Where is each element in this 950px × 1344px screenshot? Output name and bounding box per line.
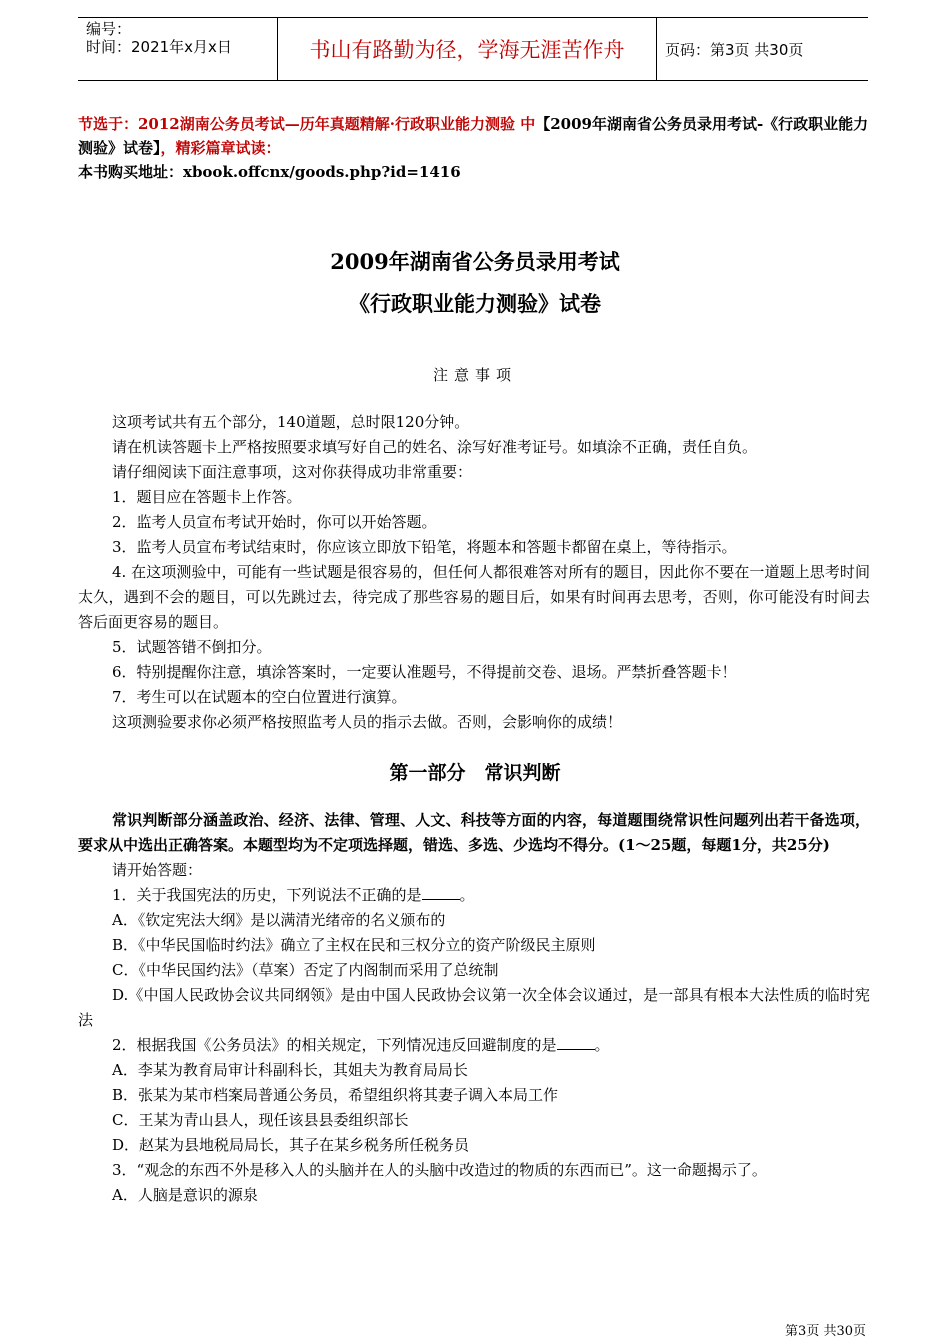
option: C．《中华民国约法》（草案）否定了内阁制而采用了总统制: [112, 961, 499, 979]
answer-blank: [557, 1035, 595, 1050]
header-page-info: 页码：第3页 共30页: [665, 40, 804, 59]
section-title: 第一部分 常识判断: [389, 762, 561, 784]
time-label: 时间：2021年x月x日: [86, 38, 232, 56]
answer-blank: [422, 885, 460, 900]
notice-heading: 注意事项: [432, 366, 517, 384]
notice-paragraph: 6．特别提醒你注意，填涂答案时，一定要认准题号，不得提前交卷、退场。严禁折叠答题卡！: [112, 663, 737, 681]
purchase-link[interactable]: 本书购买地址：xbook.offcnx/goods.php?id=1416: [78, 163, 461, 181]
option: B．《中华民国临时约法》确立了主权在民和三权分立的资产阶级民主原则: [112, 936, 596, 954]
option: A．人脑是意识的源泉: [112, 1186, 258, 1204]
notice-paragraph: 7．考生可以在试题本的空白位置进行演算。: [112, 688, 407, 706]
notice-paragraph: 请在机读答题卡上严格按照要求填写好自己的姓名、涂写好准考证号。如填涂不正确，责任自负。: [112, 438, 758, 456]
section-instructions: 常识判断部分涵盖政治、经济、法律、管理、人文、科技等方面的内容，每道题围绕常识性问题列出若干备选项，要求从中选出正确答案。本题型均为不定项选择题，错选、多选、少选均不得分。(1～25题，每题1分，共25分): [78, 811, 870, 854]
notice-paragraph: 1．题目应在答题卡上作答。: [112, 488, 302, 506]
notice-paragraph: 这项考试共有五个部分，140道题，总时限120分钟。: [112, 413, 470, 431]
start-prompt: 请开始答题：: [112, 861, 203, 879]
option: A．李某为教育局审计科副科长，其姐夫为教育局局长: [112, 1061, 468, 1079]
page-header: [78, 17, 868, 81]
number-label: 编号：: [86, 20, 132, 38]
option: A．《钦定宪法大纲》是以满清光绪帝的名义颁布的: [112, 911, 446, 929]
question-2: 2．根据我国《公务员法》的相关规定，下列情况违反回避制度的是 。: [112, 1036, 610, 1054]
notice-paragraph: 2．监考人员宣布考试开始时，你可以开始答题。: [112, 513, 437, 531]
excerpt-intro: [78, 112, 870, 184]
exam-title-line1: 2009年湖南省公务员录用考试: [330, 249, 620, 274]
notice-body: [78, 410, 870, 735]
section-body: [78, 808, 870, 1208]
header-meta: [78, 18, 278, 80]
notice-paragraph: 请仔细阅读下面注意事项，这对你获得成功非常重要：: [112, 463, 473, 481]
notice-paragraph: 5．试题答错不倒扣分。: [112, 638, 272, 656]
option: D.《中国人民政协会议共同纲领》是由中国人民政协会议第一次全体会议通过，是一部具有根本大法性质的临时宪法: [78, 986, 870, 1029]
page-footer: 第3页 共30页: [785, 1324, 866, 1339]
option: D．赵某为县地税局局长，其子在某乡税务所任税务员: [112, 1136, 470, 1154]
question-3: 3．“观念的东西不外是移入人的头脑并在人的头脑中改造过的物质的东西而已”。这一命题揭示了。: [112, 1161, 767, 1179]
header-motto: 书山有路勤为径，学海无涯苦作舟: [278, 18, 657, 80]
exam-title-line2: 《行政职业能力测验》试卷: [349, 291, 601, 316]
option: B．张某为某市档案局普通公务员，希望组织将其妻子调入本局工作: [112, 1086, 559, 1104]
notice-paragraph: 这项测验要求你必须严格按照监考人员的指示去做。否则，会影响你的成绩！: [112, 713, 623, 731]
notice-paragraph: 4. 在这项测验中，可能有一些试题是很容易的，但任何人都很难答对所有的题目，因此你不要在一道题上思考时间太久，遇到不会的题目，可以先跳过去，待完成了那些容易的题目后，如果有时间再去思考，否则，你可能没有时间去答后面更容易的题目。: [78, 563, 870, 631]
notice-paragraph: 3．监考人员宣布考试结束时，你应该立即放下铅笔，将题本和答题卡都留在桌上，等待指示。: [112, 538, 737, 556]
option: C．王某为青山县人，现任该县县委组织部长: [112, 1111, 409, 1129]
excerpt-source: 节选于：2012湖南公务员考试—历年真题精解·行政职业能力测验 中【2009年湖南省公务员录用考试-《行政职业能力测验》试卷】，精彩篇章试读：: [78, 115, 869, 157]
question-1: 1．关于我国宪法的历史，下列说法不正确的是 。: [112, 886, 475, 904]
